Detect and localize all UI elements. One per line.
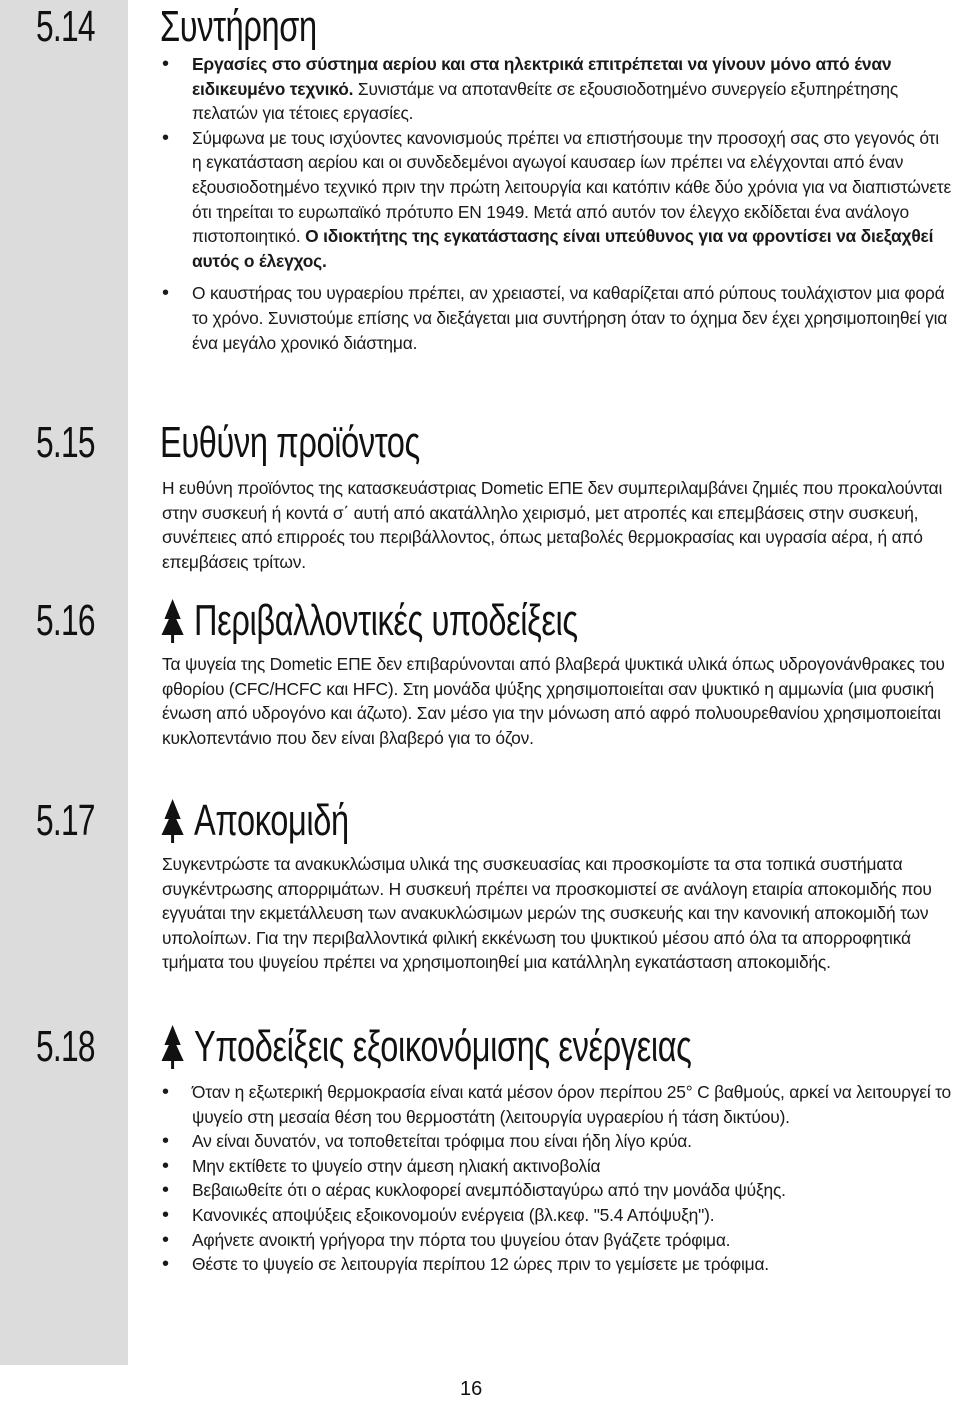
bullet-icon: • bbox=[162, 126, 169, 149]
bullet-icon: • bbox=[162, 1228, 169, 1251]
list-item bbox=[162, 126, 952, 274]
section-title-text: Συντήρηση bbox=[160, 2, 317, 51]
bullet-icon: • bbox=[162, 1179, 169, 1202]
section-title-text: Περιβαλλοντικές υποδείξεις bbox=[194, 596, 578, 645]
tree-icon bbox=[160, 1025, 185, 1069]
page-sidebar-band bbox=[0, 0, 128, 1365]
bullet-icon: • bbox=[162, 53, 169, 75]
section-title bbox=[160, 420, 420, 466]
item-text: Μην εκτίθετε το ψυγείο στην άμεση ηλιακή ακτινοβολία bbox=[192, 1155, 601, 1176]
section-title-text: Ευθύνη προϊόντος bbox=[160, 418, 420, 467]
section-title bbox=[160, 1024, 691, 1070]
list-item bbox=[162, 1154, 952, 1179]
list-item bbox=[162, 1129, 952, 1154]
item-text: Ο καυστήρας του υγραερίου πρέπει, αν χρειαστεί, να καθαρίζεται από ρύπους τουλάχιστον μια φορά το χρόνο. Συνιστούμε επίσης να διεξάγεται μια συντήρηση όταν το όχημα δεν έχει χρησιμοποιηθεί για ένα μεγάλο χρονικό διάστημα. bbox=[192, 283, 948, 353]
disposal-text: Συγκεντρώστε τα ανακυκλώσιμα υλικά της συσκευασίας και προσκομίστε τα στα τοπικά συστήματα συγκέντρωσης απορριμάτων. Η συσκευή πρέπει να προσκομιστεί σε ανάλογη εταιρία αποκομιδής που εγγυάται την εκμετάλλευση των ανακυκλώσιμων μερών της συσκευής και την κανονική αποκομιδή των υπολοίπων. Για την περιβαλλοντικά φιλική εκκένωση του ψυκτικού μέσου από όλα τα απορροφητικά τμήματα του ψυγείου πρέπει να χρησιμοποιηθεί μια κατάλληλη εγκατάσταση αποκομιδής. bbox=[162, 854, 932, 973]
item-bold-text: Ο ιδιοκτήτης της εγκατάστασης είναι υπεύθυνος για να φροντίσει να διεξαχθεί αυτός ο έλεγχος. bbox=[192, 226, 934, 271]
section-number: 5.15 bbox=[36, 418, 95, 467]
section-title-text: Υποδείξεις εξοικονόμισης ενέργειας bbox=[194, 1022, 692, 1071]
section-number: 5.14 bbox=[36, 2, 95, 51]
item-text: Αν είναι δυνατόν, να τοποθετείται τρόφιμα που είναι ήδη λίγο κρύα. bbox=[192, 1131, 692, 1152]
bullet-icon: • bbox=[162, 1130, 169, 1153]
section-number: 5.17 bbox=[36, 796, 95, 845]
list-item bbox=[162, 1228, 952, 1253]
section-title-text: Αποκομιδή bbox=[194, 796, 349, 845]
bullet-icon: • bbox=[162, 1203, 169, 1226]
bullet-icon: • bbox=[162, 1154, 169, 1177]
bullet-icon: • bbox=[162, 1081, 169, 1103]
list-item bbox=[162, 52, 952, 126]
item-text: Κανονικές αποψύξεις εξοικονομούν ενέργεια (βλ.κεφ. "5.4 Απόψυξη"). bbox=[192, 1204, 715, 1225]
maintenance-list bbox=[162, 52, 952, 355]
page-number: 16 bbox=[460, 1378, 483, 1400]
item-text: Σύμφωνα με τους ισχύοντες κανονισμούς πρέπει να επιστήσουμε την προσοχή σας στο γεγονός ότι η εγκατάσταση αερίου και οι συνδεδεμένοι αγωγοί καυσαερ ίων πρέπει να ελέγχονται από έναν εξουσιοδοτημένο τεχνικό πριν την πρώτη λειτουργία και κατόπιν κάθε δύο χρόνια για να διαπιστώνετε ότι τηρείται το ευρωπαϊκό πρότυπο EN 1949. Μετά από αυτόν τον έλεγχο εκδίδεται ένα ανάλογο πιστοποιητικό. bbox=[192, 127, 952, 247]
tree-icon bbox=[160, 599, 185, 643]
list-item bbox=[162, 1203, 952, 1228]
item-bold-text: Εργασίες στο σύστημα αερίου και στα ηλεκτρικά επιτρέπεται να γίνουν μόνο από έναν ειδικευμένο τεχνικό. bbox=[192, 54, 892, 99]
item-text: Θέστε το ψυγείο σε λειτουργία περίπου 12 ώρες πριν το γεμίσετε με τρόφιμα. bbox=[192, 1254, 769, 1275]
section-number: 5.18 bbox=[36, 1022, 95, 1071]
bullet-icon: • bbox=[162, 1253, 169, 1276]
section-title bbox=[160, 4, 317, 50]
environment-text: Τα ψυγεία της Dometic ΕΠΕ δεν επιβαρύνονται από βλαβερά ψυκτικά υλικά όπως υδρογονάνθρακες του φθορίου (CFC/HCFC και HFC). Στη μονάδα ψύξης χρησιμοποιείται σαν ψυκτικό η αμμωνία (μια φυσική ένωση από υδρογόνο και άζωτο). Σαν μέσο για την μόνωση από αφρό πολυουρεθανίου χρησιμοποιείται κυκλοπεντάνιο που δεν είναι βλαβερό για το όζον. bbox=[162, 654, 945, 748]
energy-saving-list bbox=[162, 1080, 952, 1277]
section-title bbox=[160, 798, 349, 844]
product-liability-text: Η ευθύνη προϊόντος της κατασκευάστριας Dometic ΕΠΕ δεν συμπεριλαμβάνει ζημιές που προκαλούνται στην συσκευή ή κοντά σ΄ αυτή από ακατάλληλο χειρισμό, μετ ατροπές και επεμβάσεις στην συσκευή, συνέπειες από επιρροές του περιβάλλοντος, όπως μεταβολές θερμοκρασίας και υγρασία αέρα, ή από επεμβάσεις τρίτων. bbox=[162, 478, 943, 572]
list-item bbox=[162, 1080, 952, 1129]
bullet-icon: • bbox=[162, 282, 169, 305]
tree-icon bbox=[160, 799, 185, 843]
section-number: 5.16 bbox=[36, 596, 95, 645]
item-text: Όταν η εξωτερική θερμοκρασία είναι κατά μέσον όρον περίπου 25° C βαθμούς, αρκεί να λειτουργεί το ψυγείο στη μεσαία θέση του θερμοστάτη (λειτουργία υγραερίου ή τάση δικτύου). bbox=[192, 1082, 952, 1127]
item-text: Συνιστάμε να αποτανθείτε σε εξουσιοδοτημένο συνεργείο εξυπηρέτησης πελατών για τέτοιες εργασίες. bbox=[192, 78, 899, 124]
list-item bbox=[162, 1252, 952, 1277]
list-item bbox=[162, 281, 952, 355]
list-item bbox=[162, 1178, 952, 1203]
item-text: Βεβαιωθείτε ότι ο αέρας κυκλοφορεί ανεμπόδισταγύρω από την μονάδα ψύξης. bbox=[192, 1180, 786, 1201]
section-title bbox=[160, 598, 578, 644]
item-text: Αφήνετε ανοικτή γρήγορα την πόρτα του ψυγείου όταν βγάζετε τρόφιμα. bbox=[192, 1229, 731, 1250]
